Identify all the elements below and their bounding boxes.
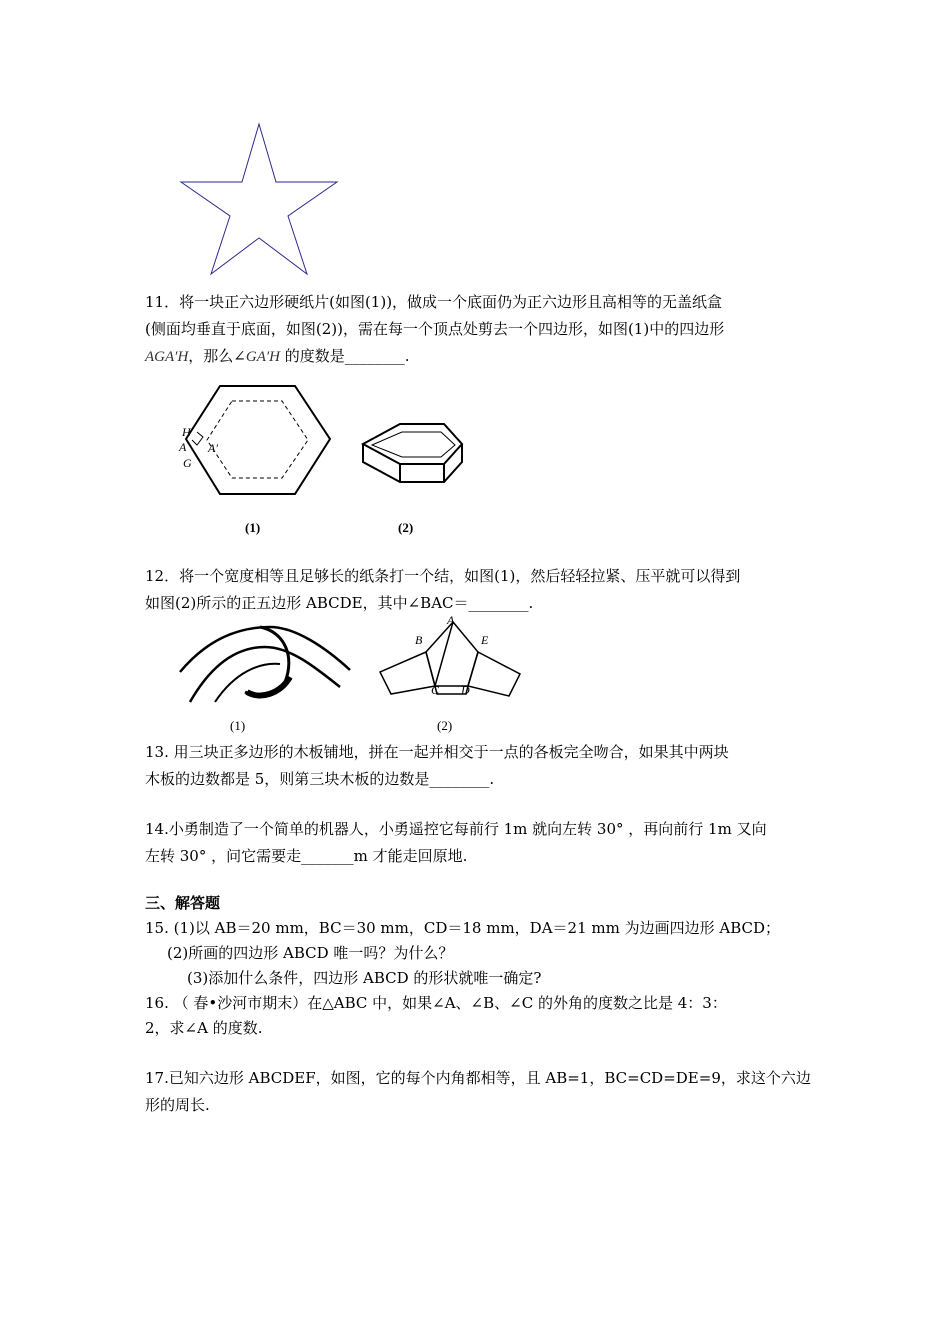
- label-B: B: [415, 633, 423, 647]
- q13-line1: 13. 用三块正多边形的木板铺地，拼在一起并相交于一点的各板完全吻合，如果其中两块: [145, 743, 729, 761]
- strip-left: [380, 652, 435, 694]
- star-figure: [170, 115, 350, 285]
- box-inner-rim: [372, 432, 455, 457]
- q11-line2: (侧面均垂直于底面，如图(2))，需在每一个顶点处剪去一个四边形，如图(1)中的四边形: [145, 320, 725, 338]
- label-G: G: [183, 456, 192, 470]
- fig2-caption: (2): [437, 718, 453, 733]
- q15-line3: (3)添加什么条件，四边形 ABCD 的形状就唯一确定?: [187, 969, 542, 987]
- q11-figures: [170, 382, 490, 542]
- q11-line3-end: 的度数是________.: [279, 347, 410, 365]
- q17-line1: 17.已知六边形 ABCDEF，如图，它的每个内角都相等，且 AB=1，BC=CD=DE=9，求这个六边: [145, 1069, 811, 1087]
- q14-blank: _______: [301, 847, 354, 865]
- label-A-prime: A′: [208, 441, 218, 455]
- q15-line2: (2)所画的四边形 ABCD 唯一吗？为什么？: [167, 944, 454, 962]
- label-D: D: [461, 683, 470, 697]
- label-C: C: [431, 683, 440, 697]
- star-outline: [181, 124, 337, 274]
- q11-line3: [145, 346, 410, 367]
- outer-hexagon: [186, 386, 330, 494]
- q11-math-angle: GA′H: [245, 349, 280, 365]
- fig1-caption: (1): [230, 718, 246, 733]
- q12-line1: 12．将一个宽度相等且足够长的纸条打一个结，如图(1)，然后轻轻拉紧、压平就可以得到: [145, 567, 741, 585]
- label-H: H: [182, 425, 191, 439]
- q14-line2-b: m 才能走回原地.: [353, 847, 468, 865]
- q11-line3-mid: ，那么∠: [188, 347, 246, 365]
- q16-line1: 16. （ 春•沙河市期末）在△ABC 中，如果∠A、∠B、∠C 的外角的度数之比是 4：3：: [145, 994, 727, 1012]
- knot-shadow: [247, 677, 290, 696]
- q17-line2: 形的周长.: [145, 1096, 210, 1114]
- inner-dashed-hexagon: [207, 401, 308, 478]
- fig1-caption: (1): [245, 520, 261, 535]
- q12-line2: 如图(2)所示的正五边形 ABCDE，其中∠BAC＝________.: [145, 594, 534, 612]
- q11-math-quad: AGA′H: [145, 349, 189, 365]
- cut-mark: [192, 432, 203, 445]
- label-A: A: [179, 440, 187, 454]
- box-top-rim: [363, 424, 462, 464]
- q14-line2: [145, 846, 467, 866]
- q15-line1: 15. (1)以 AB＝20 mm，BC＝30 mm，CD＝18 mm，DA＝21 mm 为边画四边形 ABCD；: [145, 919, 781, 937]
- q14-line1: 14.小勇制造了一个简单的机器人，小勇遥控它每前行 1m 就向左转 30° ，再向前行 1m 又向: [145, 820, 767, 838]
- q13-line2: 木板的边数都是 5，则第三块木板的边数是________.: [145, 770, 495, 788]
- section-title: 三、解答题: [145, 894, 221, 912]
- q11-line1: 11．将一块正六边形硬纸片(如图(1))，做成一个底面仍为正六边形且高相等的无盖纸盒: [145, 293, 723, 311]
- q12-figures: [175, 612, 535, 737]
- q14-line2-a: 左转 30° ，问它需要走: [145, 847, 302, 865]
- label-A: A: [447, 613, 455, 627]
- strip-right: [468, 652, 520, 696]
- q16-line2: 2，求∠A 的度数.: [145, 1019, 263, 1037]
- label-E: E: [481, 633, 489, 647]
- fig2-caption: (2): [398, 520, 414, 535]
